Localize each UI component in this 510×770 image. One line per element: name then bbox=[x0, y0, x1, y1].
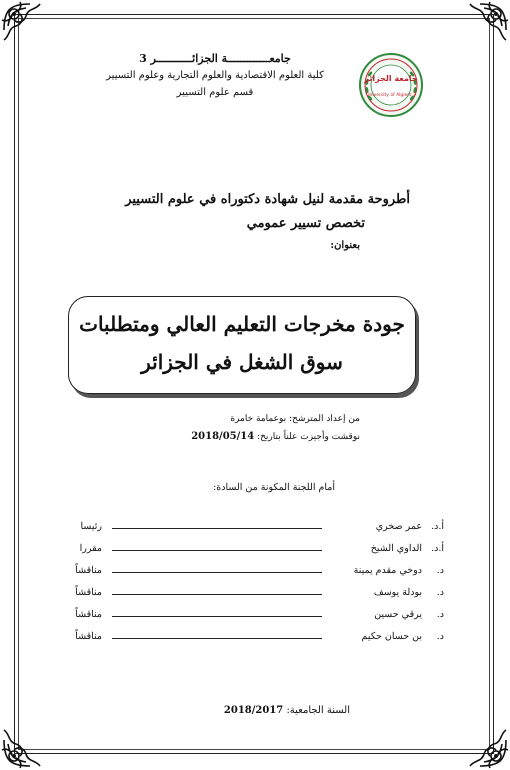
member-name: بودلة يوسف bbox=[373, 586, 422, 598]
member-role: مناقشاً bbox=[75, 586, 102, 598]
university-logo bbox=[358, 52, 424, 118]
logo-english-text: University of Algiers 3 bbox=[366, 93, 416, 98]
thesis-title-box bbox=[68, 296, 416, 394]
institution-header bbox=[85, 50, 345, 101]
committee-member-row bbox=[62, 603, 444, 625]
member-name: يرقي حسين bbox=[374, 608, 422, 620]
logo-arabic-text: جامعة الجزائر bbox=[364, 74, 418, 83]
academic-year bbox=[150, 705, 350, 716]
thesis-description bbox=[90, 188, 410, 256]
defense-date-value: 2018/05/14 bbox=[191, 431, 255, 442]
member-title: أ.د. bbox=[431, 520, 444, 532]
thesis-title-line-2: سوق الشغل في الجزائر bbox=[141, 350, 343, 374]
member-line bbox=[112, 638, 322, 639]
committee-members-list bbox=[62, 515, 444, 647]
thesis-specialty-line: تخصص تسيير عمومي bbox=[246, 216, 365, 231]
academic-year-label: السنة الجامعية: bbox=[286, 705, 350, 716]
corner-ornament-bottom-left bbox=[0, 722, 48, 770]
member-role: رئيسا bbox=[80, 520, 102, 532]
member-role: مقررا bbox=[79, 542, 102, 554]
member-title: د. bbox=[436, 564, 444, 576]
member-title: أ.د. bbox=[431, 542, 444, 554]
member-line bbox=[112, 572, 322, 573]
member-line bbox=[112, 528, 322, 529]
author-block bbox=[120, 410, 360, 446]
thesis-degree-line: أطروحة مقدمة لنيل شهادة دكتوراه في علوم التسيير bbox=[125, 192, 410, 207]
member-name: دوخي مقدم يمينة bbox=[353, 564, 422, 576]
corner-ornament-top-right bbox=[462, 0, 510, 48]
member-line bbox=[112, 550, 322, 551]
committee-member-row bbox=[62, 625, 444, 647]
member-name: بن حسان حكيم bbox=[361, 630, 422, 642]
candidate-name: بوعمامة خامرة bbox=[230, 414, 287, 424]
committee-member-row bbox=[62, 581, 444, 603]
member-title: د. bbox=[436, 586, 444, 598]
member-title: د. bbox=[436, 630, 444, 642]
university-name: جامعـــــــــــــة الجزائـــــــــــر 3 bbox=[139, 52, 291, 65]
thesis-title-line-1: جودة مخرجات التعليم العالي ومتطلبات bbox=[79, 312, 405, 336]
corner-ornament-top-left bbox=[0, 0, 48, 48]
member-role: مناقشاً bbox=[75, 564, 102, 576]
member-role: مناقشاً bbox=[75, 608, 102, 620]
prepared-by-label: من إعداد المترشح: bbox=[288, 414, 360, 424]
member-line bbox=[112, 594, 322, 595]
defense-date-line bbox=[120, 428, 360, 446]
committee-member-row bbox=[62, 537, 444, 559]
defense-date-label: نوقشت وأجيزت علناً بتاريخ: bbox=[257, 432, 360, 442]
committee-member-row bbox=[62, 559, 444, 581]
prepared-by-line bbox=[120, 410, 360, 428]
member-name: الداوي الشيخ bbox=[370, 542, 422, 554]
member-name: عمر صخري bbox=[375, 520, 422, 532]
corner-ornament-bottom-right bbox=[462, 722, 510, 770]
member-title: د. bbox=[436, 608, 444, 620]
academic-year-value: 2018/2017 bbox=[223, 705, 284, 716]
thesis-title-label: بعنوان: bbox=[330, 240, 360, 251]
member-line bbox=[112, 616, 322, 617]
member-role: مناقشاً bbox=[75, 630, 102, 642]
committee-heading: أمام اللجنة المكونة من السادة: bbox=[213, 482, 335, 493]
committee-member-row bbox=[62, 515, 444, 537]
faculty-name: كلية العلوم الاقتصادية والعلوم التجارية وعلوم التسيير bbox=[106, 70, 324, 81]
department-name: قسم علوم التسيير bbox=[176, 87, 254, 98]
